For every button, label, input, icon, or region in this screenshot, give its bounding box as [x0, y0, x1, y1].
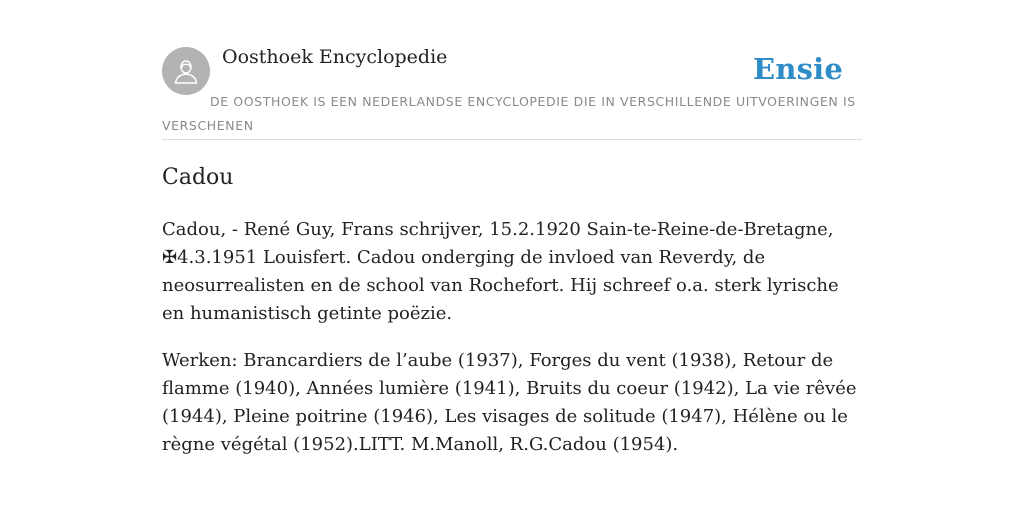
- user-avatar-icon: [171, 56, 201, 86]
- page-header: [162, 0, 862, 140]
- article-paragraph: Cadou, - René Guy, Frans schrijver, 15.2.1920 Sain-te-Reine-de-Bretagne, ✠4.3.1951 Louisfert. Cadou onderging de invloed van Reverdy, de neosurrealisten en de school van Rochefort. Hij schreef o.a. sterk lyrische en humanistisch getinte poëzie.: [162, 219, 839, 324]
- article-title: Cadou: [162, 165, 234, 190]
- article-body: [162, 216, 862, 459]
- article-paragraph: Werken: Brancardiers de l’aube (1937), Forges du vent (1938), Retour de flamme (1940), Années lumière (1941), Bruits du coeur (1942), La vie rêvée (1944), Pleine poitrine (1946), Les visages de solitude (1947), Hélène ou le règne végétal (1952).LITT. M.Manoll, R.G.Cadou (1954).: [162, 350, 857, 455]
- site-tagline: DE OOSTHOEK IS EEN NEDERLANDSE ENCYCLOPEDIE DIE IN VERSCHILLENDE UITVOERINGEN IS VERSCHENEN: [162, 94, 856, 133]
- site-name-link[interactable]: Oosthoek Encyclopedie: [222, 46, 448, 68]
- author-avatar[interactable]: [162, 47, 210, 95]
- article-page: [162, 0, 862, 455]
- ensie-logo[interactable]: Ensie: [753, 52, 843, 86]
